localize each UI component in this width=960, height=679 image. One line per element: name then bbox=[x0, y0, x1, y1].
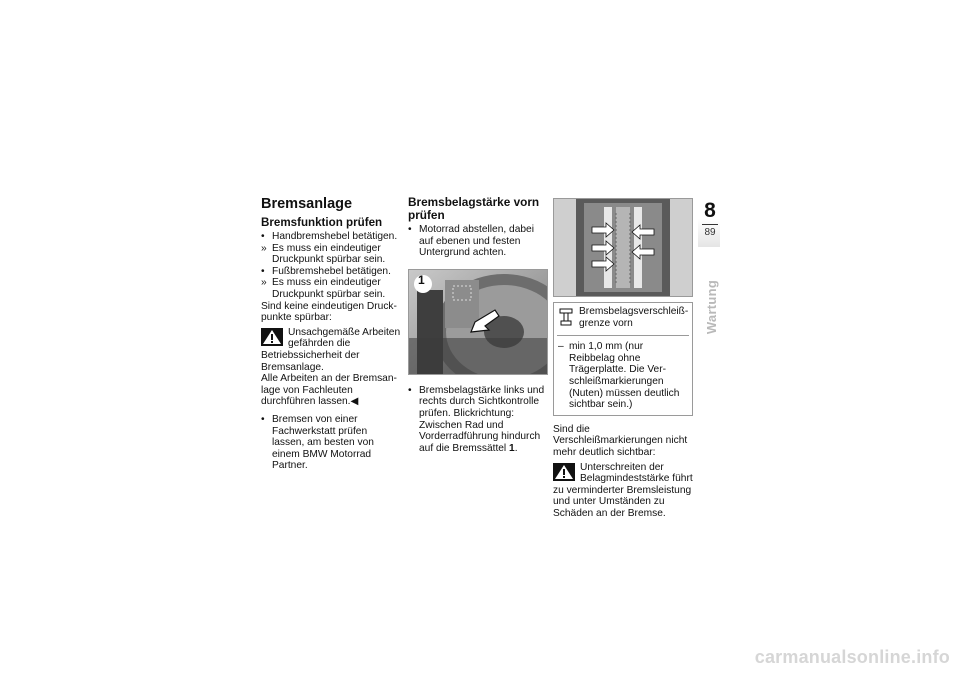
bullet-marker: • bbox=[261, 231, 265, 242]
photo-callout-label: 1 bbox=[418, 272, 425, 287]
bullet-marker: • bbox=[408, 384, 412, 396]
list-item bbox=[261, 266, 401, 278]
list-item-text: Es muss ein eindeutiger Druckpunkt spürbar sein. bbox=[272, 242, 386, 266]
spec-box-header bbox=[557, 306, 689, 336]
list-item-text: Motorrad abstellen, dabei auf ebenen und festen Untergrund achten. bbox=[419, 224, 534, 259]
bullet-marker: • bbox=[408, 224, 412, 235]
chapter-divider bbox=[702, 224, 718, 225]
chapter-title: Wartung bbox=[704, 279, 719, 335]
bullet-marker: • bbox=[261, 413, 265, 425]
spec-box-body bbox=[557, 336, 689, 411]
section-heading: Bremsbelagstärke vorn prüfen bbox=[408, 195, 540, 222]
list-item bbox=[261, 414, 401, 472]
warning-text: Unterschreiten der Belagmindeststärke führt zu verminderter Bremsleistung und unter Umständen zu Schäden an der Bremse. bbox=[553, 461, 693, 519]
chapter-number: 8 bbox=[704, 199, 716, 222]
column-pad-thickness bbox=[408, 196, 548, 454]
column-wear-limit bbox=[553, 198, 693, 520]
list-item-text: Handbremshebel betätigen. bbox=[272, 231, 398, 242]
brake-pad-photo bbox=[553, 198, 693, 297]
paragraph: Sind die Verschleißmarkierungen nicht mehr deutlich sichtbar: bbox=[553, 423, 688, 458]
spec-box-title: Bremsbelagsverschleißgrenze vorn bbox=[579, 306, 689, 329]
brake-caliper-photo bbox=[408, 269, 548, 375]
warning-icon bbox=[261, 328, 283, 346]
list-item bbox=[261, 231, 401, 243]
result-marker: » bbox=[261, 277, 267, 289]
list-item-text: Bremsbelagstärke links und rechts durch Sichtkontrolle prüfen. Blickrichtung: Zwischen Rad und Vorderradführung hindurch auf die Bremssättel 1. bbox=[419, 384, 545, 454]
subsection-heading: Bremsfunktion prüfen bbox=[261, 216, 383, 229]
spec-box bbox=[553, 302, 693, 416]
page-number: 89 bbox=[704, 227, 716, 238]
dash-marker: – bbox=[558, 341, 564, 353]
section-heading: Bremsanlage bbox=[261, 196, 353, 212]
warning-block bbox=[553, 462, 693, 520]
list-item bbox=[408, 224, 548, 259]
warning-continuation: Alle Arbeiten an der Bremsanlage von Fachleuten durchführen lassen.◀ bbox=[261, 373, 397, 408]
list-item bbox=[261, 277, 401, 300]
list-item-text: Es muss ein eindeutiger Druckpunkt spürbar sein. bbox=[272, 277, 386, 300]
column-brake-function bbox=[261, 196, 401, 472]
list-item-text: Fußbremshebel betätigen. bbox=[272, 265, 391, 277]
bullet-marker: • bbox=[261, 265, 265, 277]
paragraph: Sind keine eindeutigen Druckpunkte spürbar: bbox=[261, 300, 397, 324]
list-item bbox=[408, 385, 548, 455]
warning-text: Unsachgemäße Arbeiten gefährden die Betriebssicherheit der Bremsanlage. bbox=[261, 326, 401, 373]
warning-block bbox=[261, 327, 401, 373]
caliper-icon bbox=[559, 308, 573, 326]
spec-value: min 1,0 mm (nur Reibbelag ohne Trägerplatte. Die Verschleißmarkierungen (Nuten) müssen deutlich sichtbar sein.) bbox=[569, 341, 680, 411]
watermark: carmanualsonline.info bbox=[754, 647, 950, 667]
result-marker: » bbox=[261, 242, 267, 254]
list-item bbox=[261, 243, 401, 266]
warning-icon bbox=[553, 463, 575, 481]
end-mark: ◀ bbox=[350, 396, 359, 408]
list-item-text: Bremsen von einer Fachwerkstatt prüfen lassen, am besten von einem BMW Motorrad Partner. bbox=[272, 413, 374, 472]
